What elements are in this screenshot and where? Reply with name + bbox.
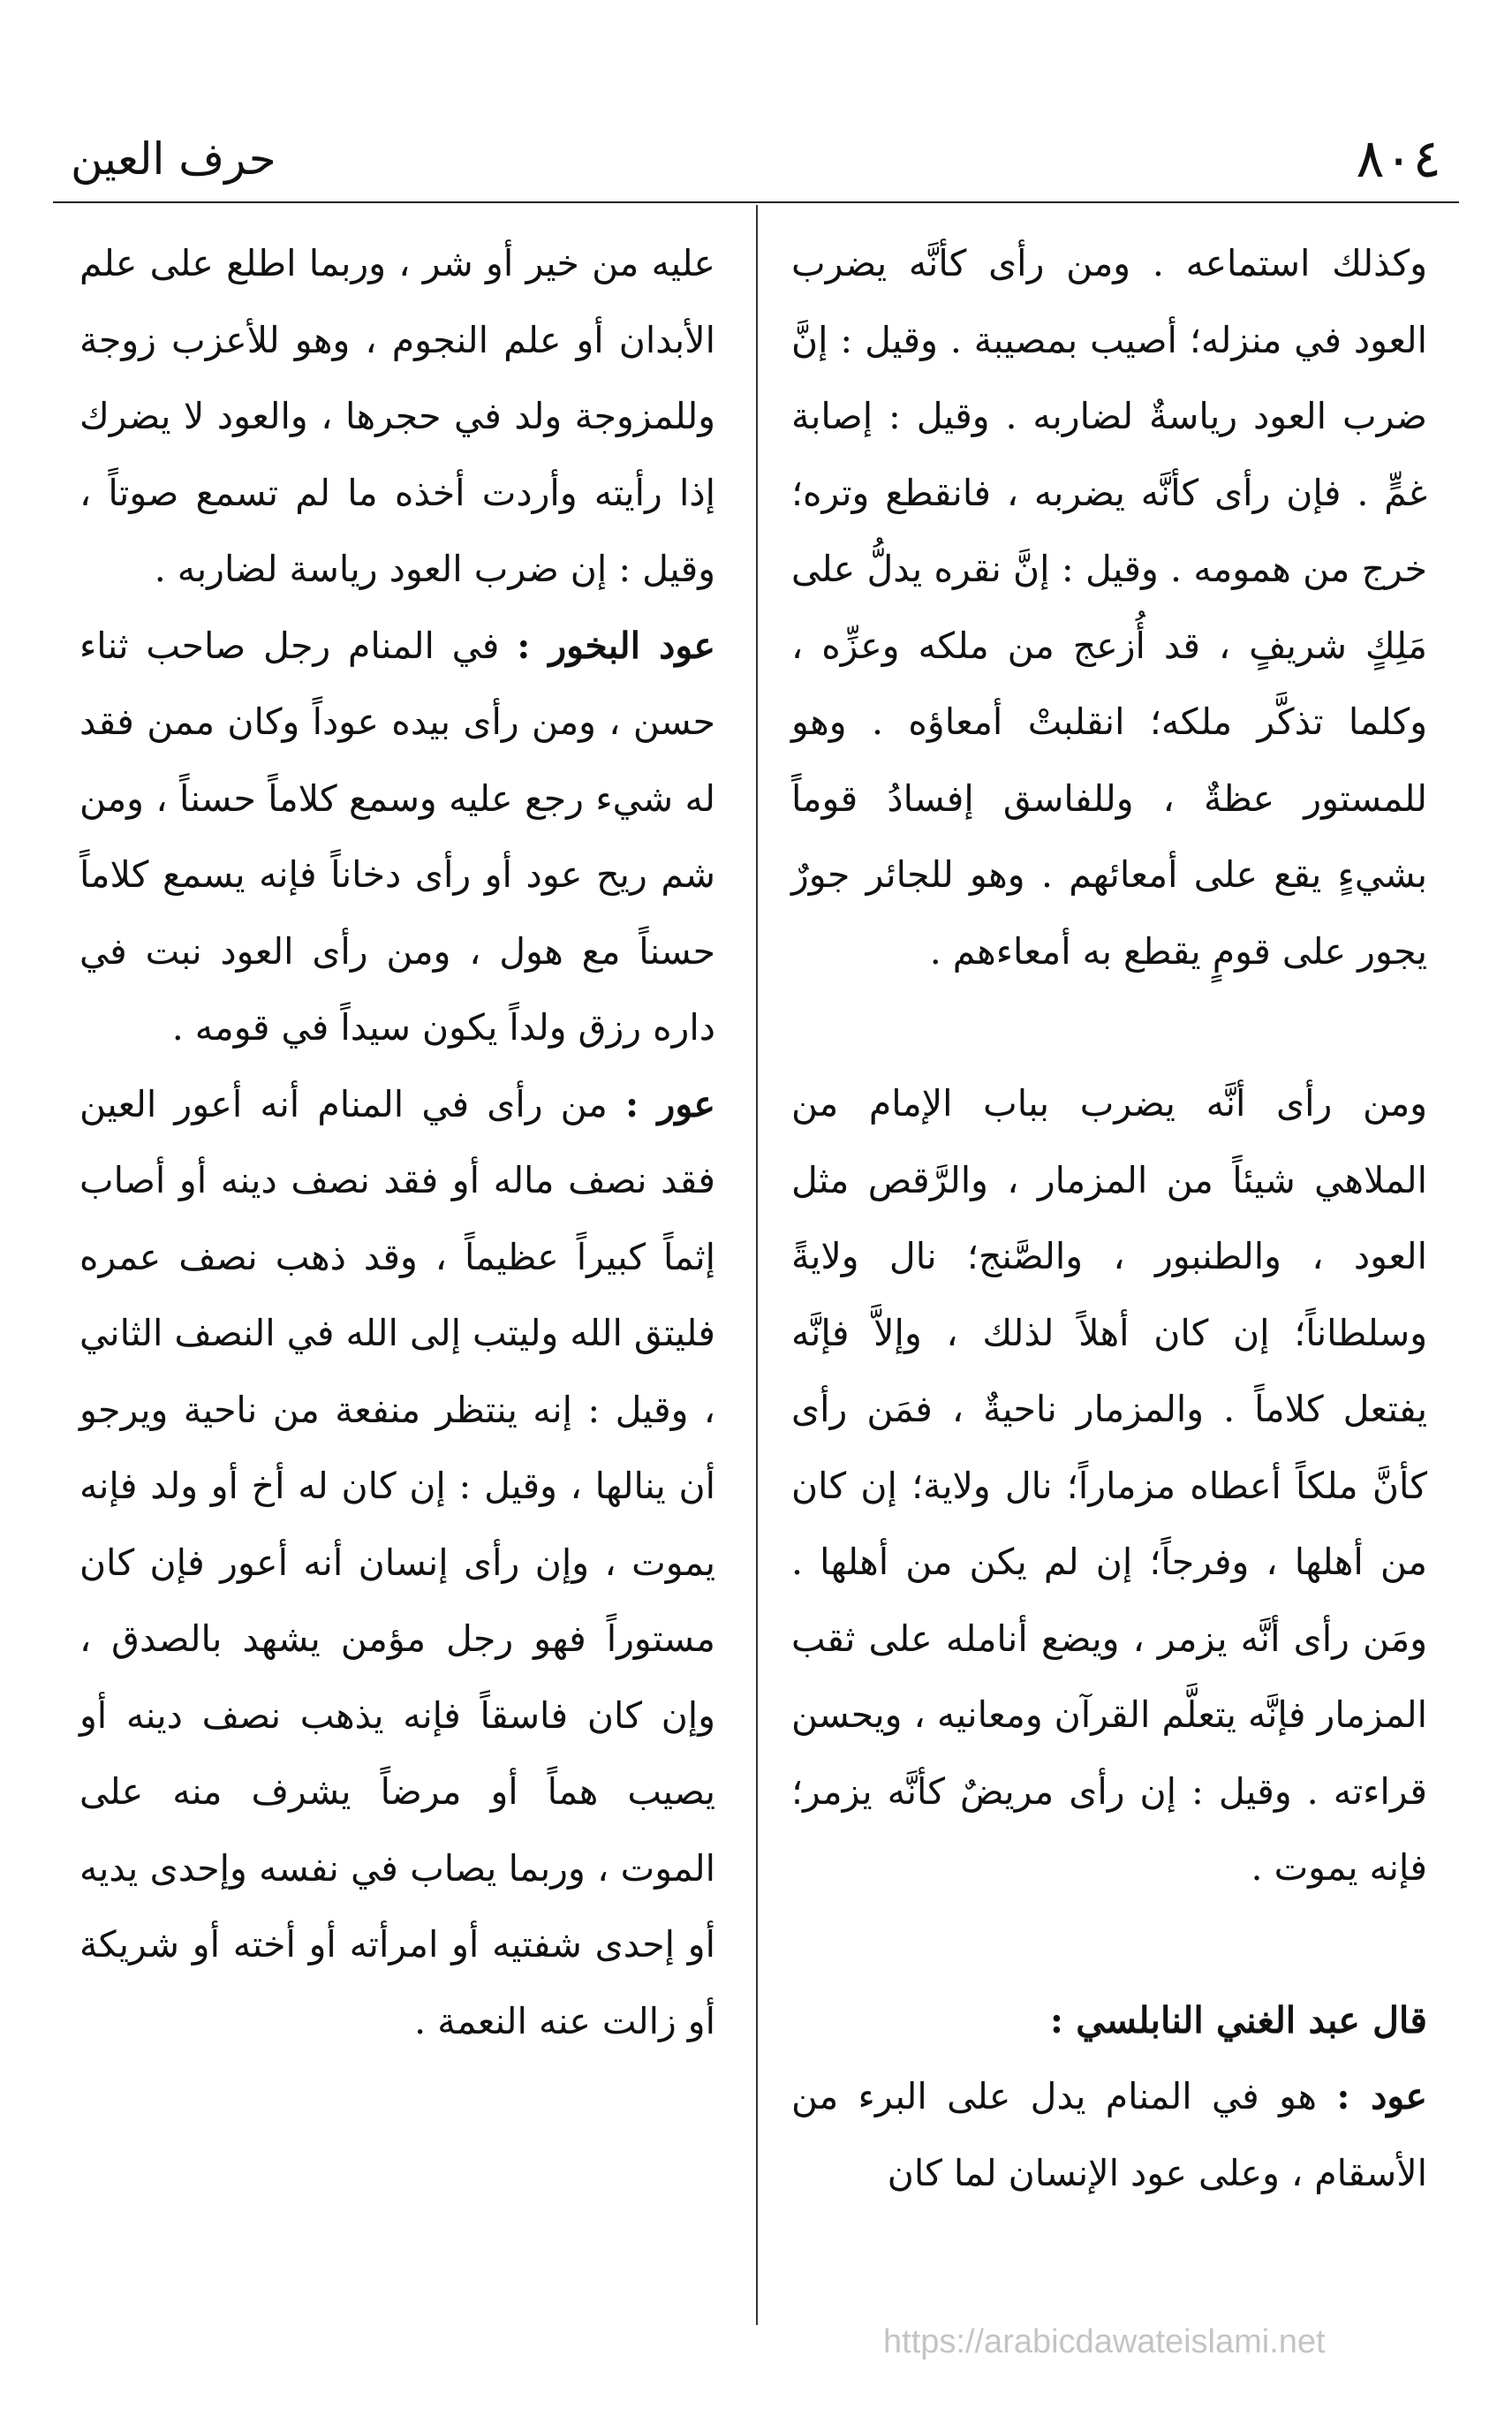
- left-column: [79, 225, 715, 2059]
- entry-paragraph: [79, 608, 715, 1066]
- entry-paragraph: [791, 2058, 1427, 2211]
- entry-text: هو في المنام يدل على البرء من الأسقام ، وعلى عود الإنسان لما كان: [791, 2075, 1427, 2194]
- entry-paragraph: [79, 1066, 715, 2060]
- header-rule: [53, 201, 1459, 203]
- entry-text: في المنام رجل صاحب ثناء حسن ، ومن رأى بيده عوداً وكان ممن فقد له شيء رجع عليه وسمع كلاماً حسناً ، ومن شم ريح عود أو رأى دخاناً فإنه يسمع كلاماً حسناً مع هول ، ومن رأى العود نبت في داره رزق ولداً يكون سيداً في قومه .: [79, 624, 715, 1049]
- running-head: حرف العين: [71, 133, 276, 185]
- watermark-url: https://arabicdawateislami.net: [883, 2323, 1326, 2360]
- column-divider: [756, 205, 758, 2325]
- right-column: [791, 225, 1427, 2211]
- page-number: ٨٠٤: [1356, 128, 1441, 190]
- entry-headword: عور :: [625, 1082, 715, 1125]
- paragraph: ومن رأى أنَّه يضرب بباب الإمام من الملاهي شيئاً من المزمار ، والرَّقص مثل العود ، والطنبور ، والصَّنج؛ نال ولايةً وسلطاناً؛ إن كان أهلاً لذلك ، وإلاَّ فإنَّه يفتعل كلاماً . والمزمار ناحيةٌ ، فمَن رأى كأنَّ ملكاً أعطاه مزماراً؛ نال ولاية؛ إن كان من أهلها ، وفرجاً؛ إن لم يكن من أهلها . ومَن رأى أنَّه يزمر ، ويضع أنامله على ثقب المزمار فإنَّه يتعلَّم القرآن ومعانيه ، ويحسن قراءته . وقيل : إن رأى مريضٌ كأنَّه يزمر؛ فإنه يموت .: [791, 1082, 1427, 1889]
- page-header: [53, 124, 1459, 194]
- paragraph: عليه من خير أو شر ، وربما اطلع على علم الأبدان أو علم النجوم ، وهو للأعزب زوجة وللمزوجة ولد في حجرها ، والعود لا يضرك إذا رأيته وأردت أخذه ما لم تسمع صوتاً ، وقيل : إن ضرب العود رياسة لضاربه .: [79, 242, 715, 590]
- entry-headword: عود البخور :: [517, 624, 715, 667]
- entry-headword: عود :: [1336, 2075, 1428, 2117]
- paragraph: وكذلك استماعه . ومن رأى كأنَّه يضرب العود في منزله؛ أصيب بمصيبة . وقيل : إنَّ ضرب العود رياسةٌ لضاربه . وقيل : إصابة غمٍّ . فإن رأى كأنَّه يضربه ، فانقطع وتره؛ خرج من همومه . وقيل : إنَّ نقره يدلُّ على مَلِكٍ شريفٍ ، قد أُزعج من ملكه وعزِّه ، وكلما تذكَّر ملكه؛ انقلبتْ أمعاؤه . وهو للمستور عظةٌ ، وللفاسق إفسادُ قوماً بشيءٍ يقع على أمعائهم . وهو للجائر جورٌ يجور على قومٍ يقطع به أمعاءهم .: [791, 242, 1427, 973]
- entry-text: من رأى في المنام أنه أعور العين فقد نصف ماله أو فقد نصف دينه أو أصاب إثماً كبيراً عظيماً ، وقد ذهب نصف عمره فليتق الله وليتب إلى الله في النصف الثاني ، وقيل : إنه ينتظر منفعة من ناحية ويرجو أن ينالها ، وقيل : إن كان له أخ أو ولد فإنه يموت ، وإن رأى إنسان أنه أعور فإن كان مستوراً فهو رجل مؤمن يشهد بالصدق ، وإن كان فاسقاً فإنه يذهب نصف دينه أو يصيب هماً أو مرضاً يشرف منه على الموت ، وربما يصاب في نفسه وإحدى يديه أو إحدى شفتيه أو امرأته أو أخته أو شريكة أو زالت عنه النعمة .: [79, 1082, 715, 2042]
- section-heading: قال عبد الغني النابلسي :: [1049, 1998, 1427, 2041]
